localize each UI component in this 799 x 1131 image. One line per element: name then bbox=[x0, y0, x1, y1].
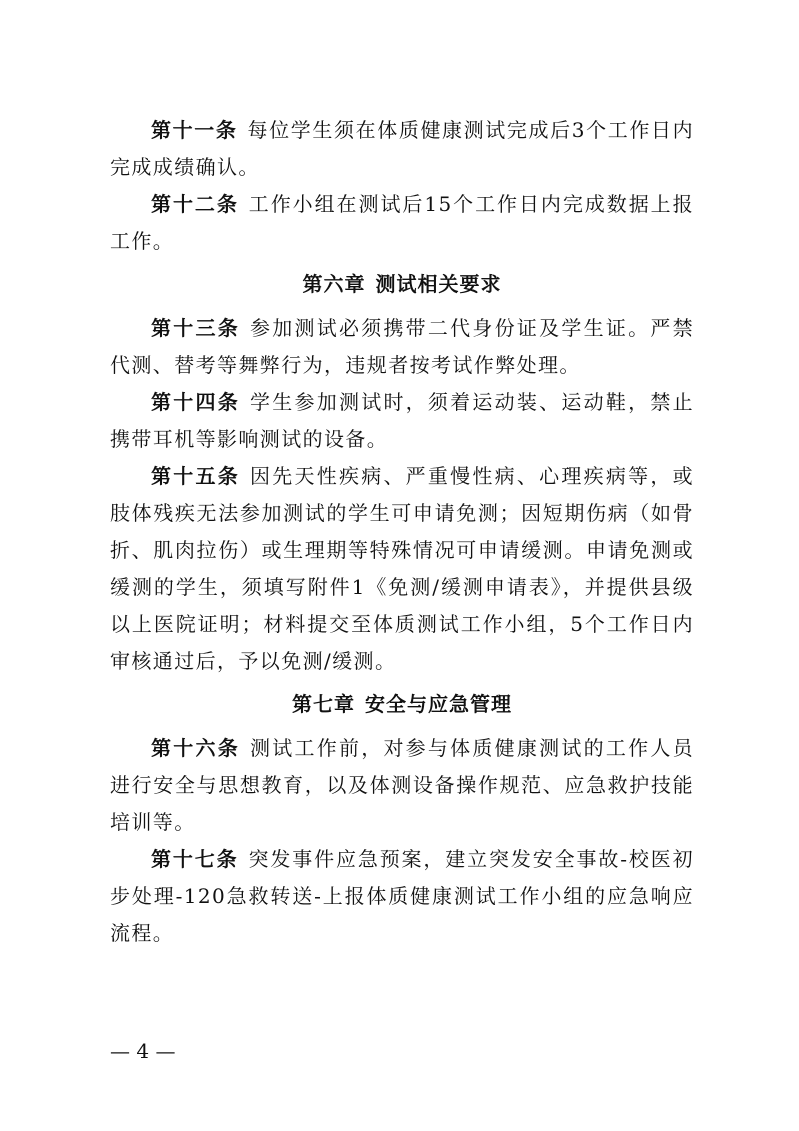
page-number: — 4 — bbox=[110, 1039, 176, 1063]
article-number: 第十四条 bbox=[151, 390, 240, 414]
document-body bbox=[110, 112, 694, 952]
article-16 bbox=[110, 730, 694, 841]
article-12 bbox=[110, 186, 694, 260]
article-text: 测试工作前，对参与体质健康测试的工作人员进行安全与思想教育，以及体测设备操作规范、应急救护技能培训等。 bbox=[110, 736, 695, 834]
article-number: 第十五条 bbox=[151, 464, 240, 488]
chapter-title: 安全与应急管理 bbox=[365, 692, 512, 716]
article-text: 工作小组在测试后15个工作日内完成数据上报工作。 bbox=[110, 192, 694, 253]
chapter-number: 第七章 bbox=[292, 692, 355, 716]
article-text: 参加测试必须携带二代身份证及学生证。严禁代测、替考等舞弊行为，违规者按考试作弊处理。 bbox=[110, 316, 695, 377]
article-text: 学生参加测试时，须着运动装、运动鞋，禁止携带耳机等影响测试的设备。 bbox=[110, 390, 695, 451]
article-text: 因先天性疾病、严重慢性病、心理疾病等，或肢体残疾无法参加测试的学生可申请免测；因短期伤病（如骨折、肌肉拉伤）或生理期等特殊情况可申请缓测。申请免测或缓测的学生，须填写附件1《免测/缓测申请表》，并提供县级以上医院证明；材料提交至体质测试工作小组，5个工作日内审核通过后，予以免测/缓测。 bbox=[110, 464, 695, 673]
article-11 bbox=[110, 112, 694, 186]
chapter-number: 第六章 bbox=[302, 272, 366, 296]
article-number: 第十一条 bbox=[151, 118, 238, 142]
article-number: 第十二条 bbox=[151, 192, 239, 216]
article-number: 第十三条 bbox=[151, 316, 240, 340]
chapter-heading-6 bbox=[110, 266, 694, 303]
article-text: 突发事件应急预案，建立突发安全事故-校医初步处理-120急救转送-上报体质健康测试工作小组的应急响应流程。 bbox=[110, 847, 694, 945]
article-number: 第十七条 bbox=[151, 847, 239, 871]
article-15 bbox=[110, 458, 694, 680]
article-17 bbox=[110, 841, 694, 952]
article-13 bbox=[110, 310, 694, 384]
chapter-title: 测试相关要求 bbox=[375, 272, 502, 296]
chapter-heading-7 bbox=[110, 686, 694, 723]
article-number: 第十六条 bbox=[151, 736, 240, 760]
article-text: 每位学生须在体质健康测试完成后3个工作日内完成成绩确认。 bbox=[110, 118, 694, 179]
article-14 bbox=[110, 384, 694, 458]
